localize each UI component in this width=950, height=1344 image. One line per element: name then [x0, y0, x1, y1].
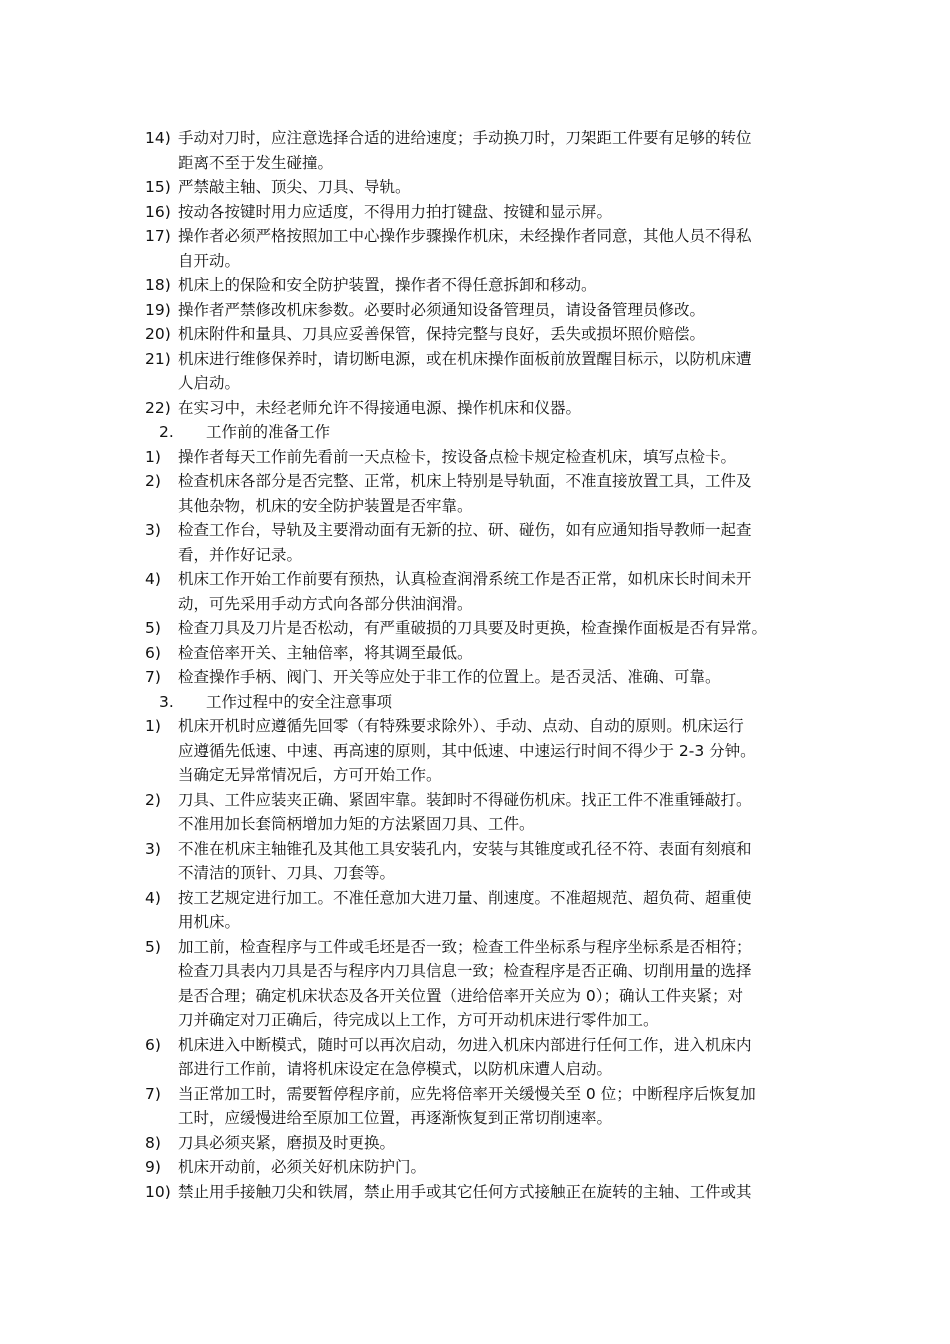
list-item-text-line: 操作者必须严格按照加工中心操作步骤操作机床，未经操作者同意，其他人员不得私	[178, 227, 752, 245]
list-item	[145, 886, 809, 935]
list-item	[145, 518, 809, 567]
list-item	[145, 1155, 809, 1180]
list-item-text-line: 操作者严禁修改机床参数。必要时必须通知设备管理员，请设备管理员修改。	[178, 300, 706, 319]
list-item-number: 1)	[145, 717, 161, 735]
list-item-text-line: 严禁敲主轴、顶尖、刀具、导轨。	[178, 178, 411, 196]
list-item-number: 7)	[145, 1084, 161, 1103]
operation-safety-list	[145, 714, 809, 1204]
list-item	[145, 126, 809, 175]
list-item-text-line: 刀并确定对刀正确后，待完成以上工作，方可开动机床进行零件加工。	[178, 1011, 659, 1029]
list-item-number: 1)	[145, 447, 161, 466]
list-item-text-line: 机床开机时应遵循先回零（有特殊要求除外）、手动、点动、自动的原则。机床运行	[178, 717, 744, 735]
list-item	[145, 347, 809, 396]
list-item-text-line: 人启动。	[178, 374, 241, 392]
list-item-number: 3)	[145, 521, 161, 539]
list-item-text-line: 动，可先采用手动方式向各部分供油润滑。	[178, 594, 473, 613]
list-item-text-line: 手动对刀时，应注意选择合适的进给速度；手动换刀时，刀架距工件要有足够的转位	[178, 129, 752, 147]
list-item-text-line: 操作者每天工作前先看前一天点检卡，按设备点检卡规定检查机床，填写点检卡。	[178, 447, 737, 466]
list-item-number: 7)	[145, 668, 161, 686]
list-item	[145, 665, 809, 690]
list-item-text-line: 其他杂物，机床的安全防护装置是否牢靠。	[178, 496, 473, 515]
list-item-number: 2)	[145, 790, 161, 809]
list-item-text-line: 检查倍率开关、主轴倍率，将其调至最低。	[178, 643, 473, 662]
list-item-text-line: 机床上的保险和安全防护装置，操作者不得任意拆卸和移动。	[178, 276, 597, 294]
section-number: 2.	[159, 423, 174, 441]
list-item	[145, 322, 809, 347]
list-item	[145, 1033, 809, 1082]
list-item-text-line: 不清洁的顶针、刀具、刀套等。	[178, 864, 396, 882]
list-item	[145, 445, 809, 470]
list-item-text-line: 按动各按键时用力应适度，不得用力拍打键盘、按键和显示屏。	[178, 202, 613, 221]
list-item-number: 17)	[145, 227, 171, 245]
list-item-number: 18)	[145, 276, 171, 294]
list-item-text-line: 机床工作开始工作前要有预热，认真检查润滑系统工作是否正常，如机床长时间未开	[178, 570, 752, 588]
list-item-number: 8)	[145, 1133, 161, 1152]
list-item-text-line: 是否合理；确定机床状态及各开关位置（进给倍率开关应为 0）；确认工件夹紧；对	[178, 986, 744, 1005]
list-item-text-line: 按工艺规定进行加工。不准任意加大进刀量、削速度。不准超规范、超负荷、超重使	[178, 888, 752, 907]
list-item-text-line: 部进行工作前，请将机床设定在急停模式，以防机床遭人启动。	[178, 1060, 613, 1078]
section-title: 工作前的准备工作	[206, 423, 331, 441]
list-item-text-line: 检查刀具及刀片是否松动，有严重破损的刀具要及时更换，检查操作面板是否有异常。	[178, 619, 768, 637]
list-item	[145, 175, 809, 200]
list-item	[145, 641, 809, 666]
list-item	[145, 1082, 809, 1131]
list-item-text-line: 机床开动前，必须关好机床防护门。	[178, 1158, 427, 1176]
list-item	[145, 714, 809, 788]
list-item-number: 21)	[145, 349, 171, 368]
list-item	[145, 567, 809, 616]
list-item-text-line: 用机床。	[178, 913, 241, 931]
list-item-text-line: 检查工作台，导轨及主要滑动面有无新的拉、研、碰伤，如有应通知指导教师一起查	[178, 521, 752, 539]
list-item-number: 10)	[145, 1182, 171, 1201]
preparation-list	[145, 445, 809, 690]
list-item-text-line: 刀具、工件应装夹正确、紧固牢靠。装卸时不得碰伤机床。找正工件不准重锤敲打。	[178, 790, 752, 809]
section-title: 工作过程中的安全注意事项	[206, 692, 393, 711]
list-item	[145, 935, 809, 1033]
list-item-text-line: 刀具必须夹紧，磨损及时更换。	[178, 1133, 396, 1152]
list-item-number: 16)	[145, 202, 171, 221]
list-item	[145, 396, 809, 421]
list-item	[145, 788, 809, 837]
list-item-number: 9)	[145, 1158, 161, 1176]
list-item-number: 2)	[145, 472, 161, 490]
list-item-text-line: 不准用加长套筒柄增加力矩的方法紧固刀具、工件。	[178, 815, 535, 833]
list-item	[145, 837, 809, 886]
list-item	[145, 200, 809, 225]
list-item-number: 14)	[145, 129, 171, 147]
list-item	[145, 298, 809, 323]
section-heading-operation-safety	[145, 690, 809, 715]
list-item-text-line: 机床进入中断模式，随时可以再次启动，勿进入机床内部进行任何工作，进入机床内	[178, 1035, 752, 1054]
list-item-text-line: 看，并作好记录。	[178, 545, 303, 564]
list-item	[145, 224, 809, 273]
list-item-text-line: 当确定无异常情况后，方可开始工作。	[178, 766, 442, 784]
document-body	[145, 126, 809, 1204]
list-item-number: 22)	[145, 398, 171, 417]
list-item-text-line: 检查操作手柄、阀门、开关等应处于非工作的位置上。是否灵活、准确、可靠。	[178, 668, 721, 686]
list-item-text-line: 加工前，检查程序与工件或毛坯是否一致；检查工件坐标系与程序坐标系是否相符；	[178, 937, 752, 956]
list-item-text-line: 检查刀具表内刀具是否与程序内刀具信息一致；检查程序是否正确、切削用量的选择	[178, 962, 752, 980]
list-item	[145, 1180, 809, 1205]
list-item	[145, 469, 809, 518]
list-item-text-line: 检查机床各部分是否完整、正常，机床上特别是导轨面，不准直接放置工具，工件及	[178, 472, 752, 490]
list-item-number: 5)	[145, 619, 161, 637]
list-item-number: 19)	[145, 300, 171, 319]
list-item-text-line: 距离不至于发生碰撞。	[178, 153, 334, 172]
list-item-text-line: 机床附件和量具、刀具应妥善保管，保持完整与良好，丢失或损坏照价赔偿。	[178, 325, 706, 343]
list-item-number: 6)	[145, 1035, 161, 1054]
list-item-number: 4)	[145, 888, 161, 907]
list-item-number: 15)	[145, 178, 171, 196]
list-item-number: 6)	[145, 643, 161, 662]
list-item-number: 5)	[145, 937, 161, 956]
list-item	[145, 273, 809, 298]
list-item	[145, 616, 809, 641]
list-item-text-line: 应遵循先低速、中速、再高速的原则，其中低速、中速运行时间不得少于 2-3 分钟。	[178, 741, 756, 760]
list-item-text-line: 禁止用手接触刀尖和铁屑，禁止用手或其它任何方式接触正在旋转的主轴、工件或其	[178, 1182, 752, 1201]
list-item-text-line: 工时，应缓慢进给至原加工位置，再逐渐恢复到正常切削速率。	[178, 1109, 613, 1127]
list-item-text-line: 不准在机床主轴锥孔及其他工具安装孔内，安装与其锥度或孔径不符、表面有刻痕和	[178, 839, 752, 858]
list-item-number: 20)	[145, 325, 171, 343]
list-item-text-line: 当正常加工时，需要暂停程序前，应先将倍率开关缓慢关至 0 位；中断程序后恢复加	[178, 1084, 756, 1103]
list-item-text-line: 机床进行维修保养时，请切断电源，或在机床操作面板前放置醒目标示，以防机床遭	[178, 349, 752, 368]
list-item-number: 4)	[145, 570, 161, 588]
list-item-number: 3)	[145, 839, 161, 858]
safety-rules-list	[145, 126, 809, 420]
section-number: 3.	[159, 692, 174, 711]
list-item-text-line: 在实习中，未经老师允许不得接通电源、操作机床和仪器。	[178, 398, 582, 417]
list-item-text-line: 自开动。	[178, 251, 241, 270]
list-item	[145, 1131, 809, 1156]
section-heading-preparation	[145, 420, 809, 445]
